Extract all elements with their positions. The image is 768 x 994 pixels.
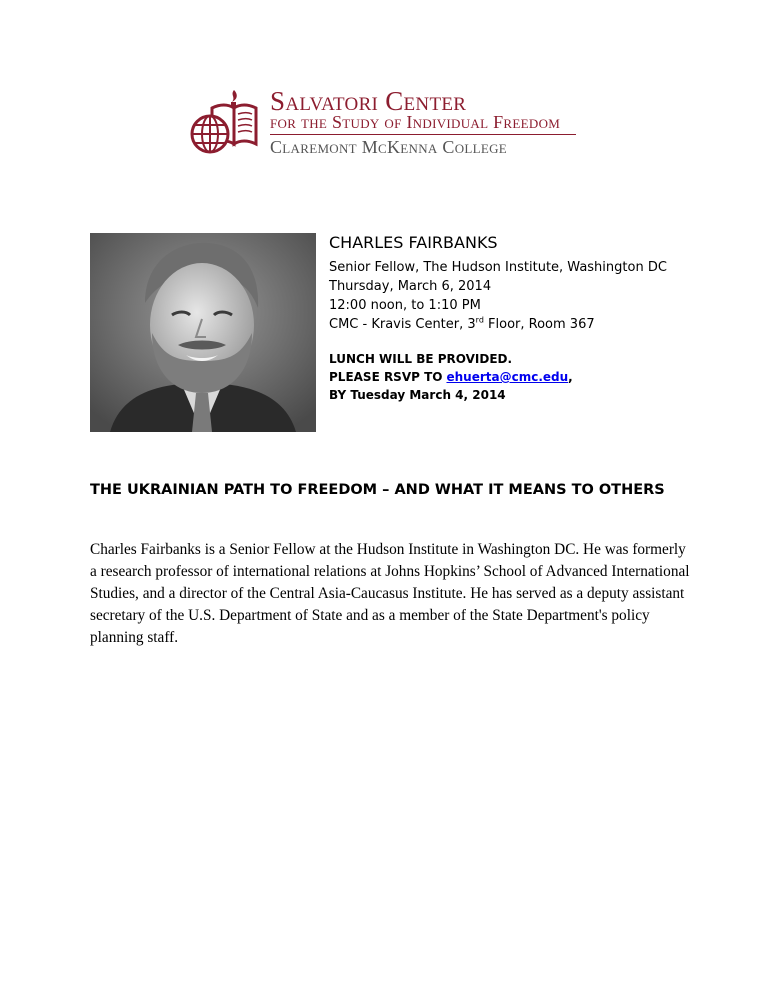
rsvp-prefix: PLEASE RSVP TO [329, 370, 443, 384]
logo-center-subtitle: for the Study of Individual Freedom [270, 112, 561, 132]
rsvp-block [329, 350, 729, 404]
speaker-name: CHARLES FAIRBANKS [329, 233, 498, 252]
event-time: 12:00 noon, to 1:10 PM [329, 298, 481, 313]
logo-college-name: Claremont McKenna College [270, 137, 508, 157]
rsvp-deadline: BY Tuesday March 4, 2014 [329, 388, 506, 402]
rsvp-email-link[interactable]: ehuerta@cmc.edu [446, 370, 569, 384]
event-location [329, 315, 729, 334]
logo-divider [270, 134, 576, 135]
logo-center-name: Salvatori Center [270, 86, 467, 116]
rsvp-line [329, 368, 729, 386]
globe-book-flame-emblem-icon [190, 88, 268, 158]
speaker-affiliation: Senior Fellow, The Hudson Institute, Washington DC [329, 260, 667, 275]
event-date: Thursday, March 6, 2014 [329, 279, 492, 294]
location-suffix: Floor, Room 367 [483, 317, 595, 332]
rsvp-comma: , [568, 370, 573, 384]
speaker-portrait-icon [90, 233, 316, 432]
salvatori-center-logo [190, 88, 590, 158]
event-details [329, 232, 729, 404]
location-ordinal: rd [475, 315, 484, 325]
speaker-photo [90, 233, 316, 432]
talk-title: THE UKRAINIAN PATH TO FREEDOM – AND WHAT IT MEANS TO OTHERS [90, 482, 665, 498]
lunch-notice: LUNCH WILL BE PROVIDED. [329, 352, 513, 366]
location-prefix: CMC - Kravis Center, 3 [329, 317, 476, 332]
speaker-bio: Charles Fairbanks is a Senior Fellow at the Hudson Institute in Washington DC. He was formerly a research professor of international relations at Johns Hopkins’ School of Advanced International Studies, and a director of the Central Asia-Caucasus Institute. He has served as a deputy assistant secretary of the U.S. Department of State and as a member of the State Department's policy planning staff. [90, 541, 690, 646]
